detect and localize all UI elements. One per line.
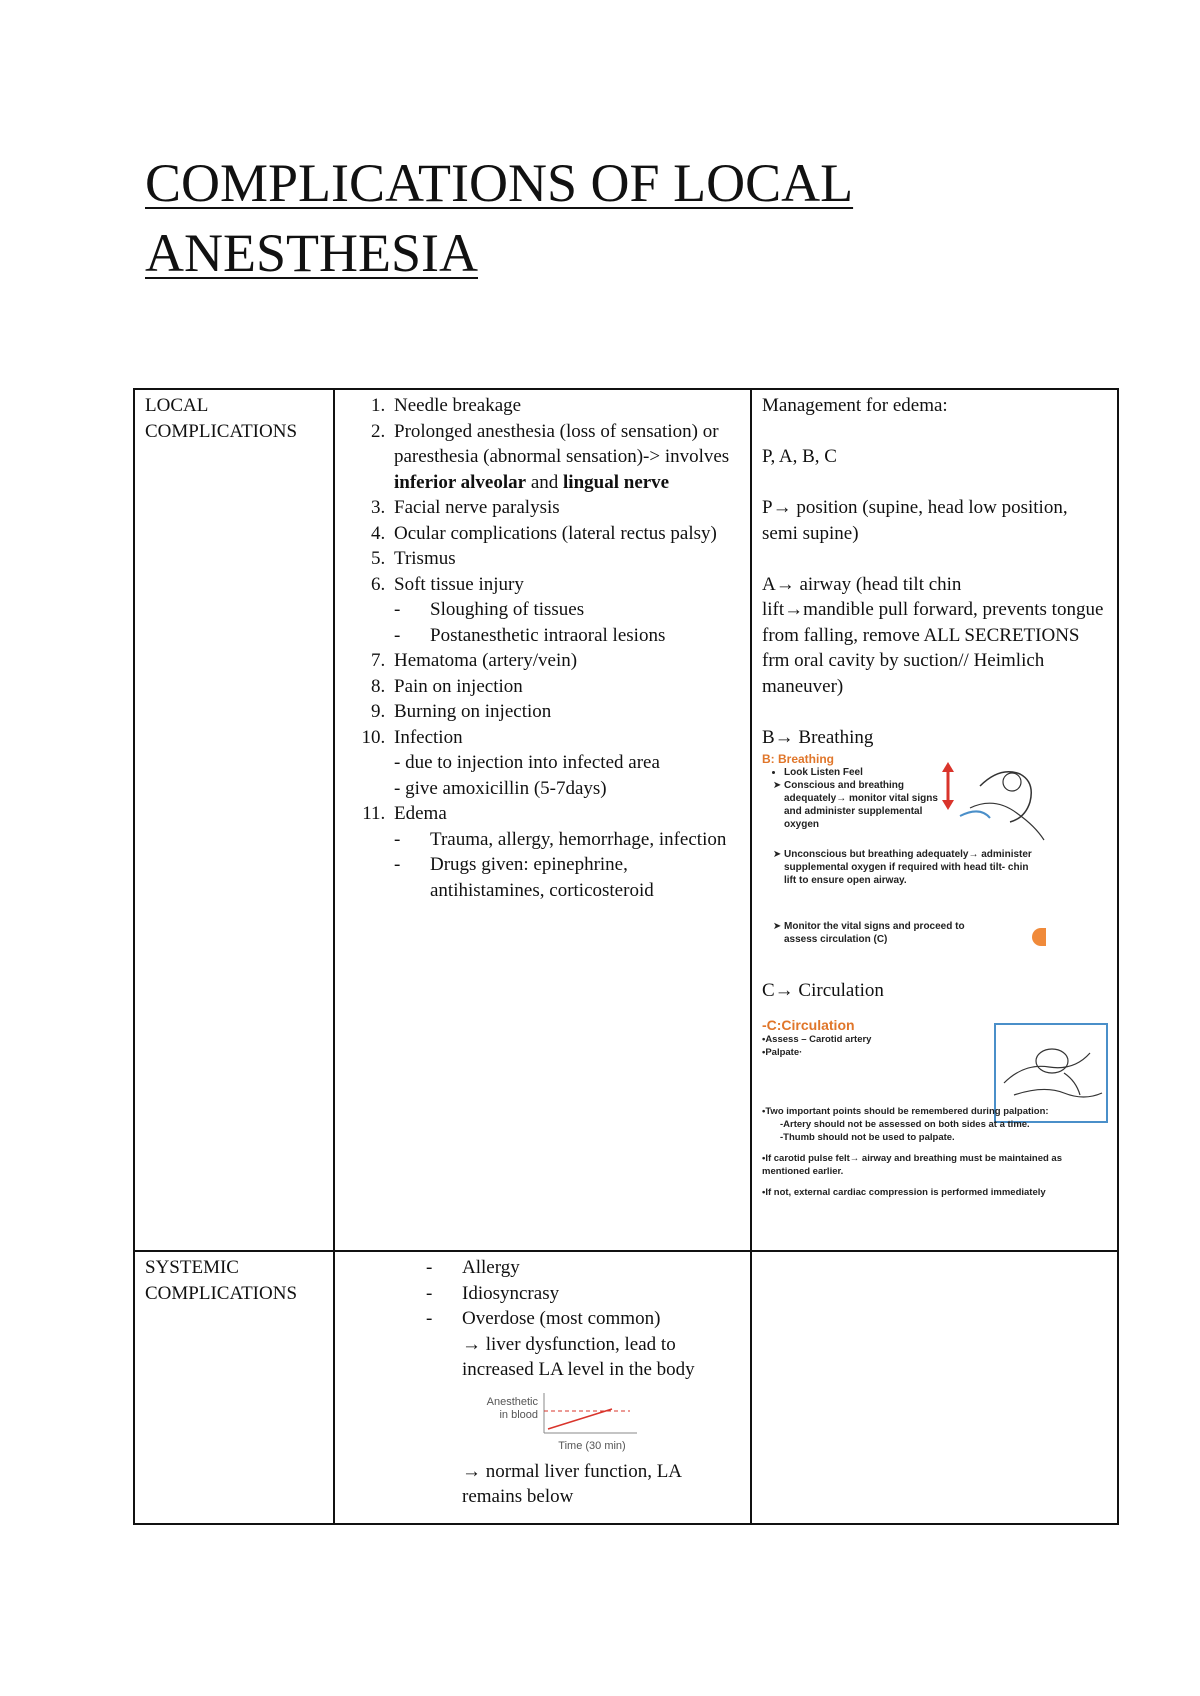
airway-step-1: A→ airway (head tilt chin: [762, 573, 962, 595]
figure-line: •If carotid pulse felt→ airway and breathing must be maintained as mentioned earlier.: [762, 1153, 1063, 1177]
list-item: 8. Pain on injection: [390, 674, 740, 700]
figure-line: -Thumb should not be used to palpate.: [780, 1132, 955, 1143]
systemic-label-cell: [134, 1251, 334, 1524]
infection-note: - give amoxicillin (5-7days): [394, 777, 607, 799]
sub-item: - Postanesthetic intraoral lesions: [430, 623, 740, 649]
systemic-list: [345, 1255, 740, 1510]
normal-note: → normal liver function, LA remains below: [462, 1460, 681, 1507]
infection-note: - due to injection into infected area: [394, 752, 660, 773]
systemic-empty-cell: [751, 1251, 1118, 1524]
pabc-line: P, A, B, C: [762, 446, 837, 467]
table-row-local: [134, 389, 1118, 1251]
list-item: [462, 1306, 740, 1510]
breathing-figure-title: B: Breathing: [762, 752, 834, 766]
item-text: - Overdose (most common): [462, 1308, 661, 1329]
page-title: [145, 148, 853, 288]
local-complications-list: [345, 393, 740, 903]
level-line: [548, 1409, 612, 1429]
list-item: 7. Hematoma (artery/vein): [390, 648, 740, 674]
figure-line: •Palpate·: [762, 1047, 803, 1058]
airway-step-2: lift→mandible pull forward, prevents tongue from falling, remove ALL SECRETIONS frm oral cavity by suction// Heimlich maneuver): [762, 599, 1104, 697]
item-text: Soft tissue injury: [394, 573, 524, 595]
rescuer-illustration: [940, 756, 1050, 842]
figure-point: • Look Listen Feel: [784, 766, 942, 779]
sub-item: - Trauma, allergy, hemorrhage, infection: [430, 827, 740, 853]
list-item: [390, 725, 740, 802]
bold-term: lingual nerve: [563, 471, 670, 493]
circulation-figure-title: -C:Circulation: [762, 1017, 855, 1033]
chart-ylabel-2: in blood: [499, 1408, 538, 1421]
management-cell: [751, 389, 1118, 1251]
overdose-note: → liver dysfunction, lead to increased LA level in the body: [462, 1333, 695, 1380]
systemic-items-cell: [334, 1251, 751, 1524]
title-line-2: ANESTHESIA: [145, 223, 478, 283]
title-line-1: COMPLICATIONS OF LOCAL: [145, 153, 854, 213]
list-item: 1. Needle breakage: [390, 393, 740, 419]
position-step: P→ position (supine, head low position, semi supine): [762, 497, 1068, 544]
figure-line: •If not, external cardiac compression is performed immediately: [762, 1187, 1046, 1198]
local-label-cell: [134, 389, 334, 1251]
anesthetic-level-chart: [482, 1389, 642, 1455]
local-label-2: COMPLICATIONS: [145, 420, 298, 442]
figure-line: •Two important points should be remembered during palpation:: [762, 1106, 1049, 1117]
management-heading: Management for edema:: [762, 395, 948, 416]
list-item: - Idiosyncrasy: [462, 1281, 740, 1307]
item-text: Prolonged anesthesia (loss of sensation) or paresthesia (abnormal sensation)-> involves: [394, 420, 730, 467]
complications-table: [133, 388, 1119, 1525]
sub-list: [394, 827, 740, 904]
list-item: [390, 801, 740, 903]
conjunction: and: [530, 471, 559, 493]
figure-point: ➤ Unconscious but breathing adequately→ administer supplemental oxygen if required with head tilt- chin lift to ensure open airway.: [784, 848, 1037, 887]
list-item: - Allergy: [462, 1255, 740, 1281]
list-item: 3. Facial nerve paralysis: [390, 495, 740, 521]
circulation-figure: [762, 1011, 1112, 1231]
sub-list: [394, 597, 740, 648]
sub-item: - Drugs given: epinephrine, antihistamines, corticosteroid: [430, 852, 740, 903]
item-text: Infection: [394, 726, 463, 748]
list-item: [390, 419, 740, 496]
breathing-step: B→ Breathing: [762, 726, 874, 748]
systemic-label-1: SYSTEMIC: [145, 1257, 239, 1278]
list-item: [390, 572, 740, 649]
chart-ylabel-1: Anesthetic: [486, 1395, 538, 1408]
figure-point: ➤ Monitor the vital signs and proceed to assess circulation (C): [784, 920, 992, 946]
orange-marker: [1032, 928, 1046, 946]
table-row-systemic: [134, 1251, 1118, 1524]
list-item: 9. Burning on injection: [390, 699, 740, 725]
breathing-figure: [762, 752, 1052, 952]
local-label-1: LOCAL: [145, 395, 209, 416]
figure-line: •Assess – Carotid artery: [762, 1034, 872, 1045]
circulation-step: C→ Circulation: [762, 979, 884, 1001]
sub-item: - Sloughing of tissues: [430, 597, 740, 623]
bold-term: inferior alveolar: [394, 471, 527, 493]
local-items-cell: [334, 389, 751, 1251]
list-item: 5. Trismus: [390, 546, 740, 572]
systemic-label-2: COMPLICATIONS: [145, 1282, 298, 1304]
chart-xlabel: Time (30 min): [558, 1439, 626, 1452]
list-item: 4. Ocular complications (lateral rectus palsy): [390, 521, 740, 547]
figure-point: ➤ Conscious and breathing adequately→ monitor vital signs and administer supplemental oxygen: [784, 779, 942, 831]
item-text: Edema: [394, 803, 447, 824]
figure-line: -Artery should not be assessed on both sides at a time.: [780, 1119, 1030, 1130]
